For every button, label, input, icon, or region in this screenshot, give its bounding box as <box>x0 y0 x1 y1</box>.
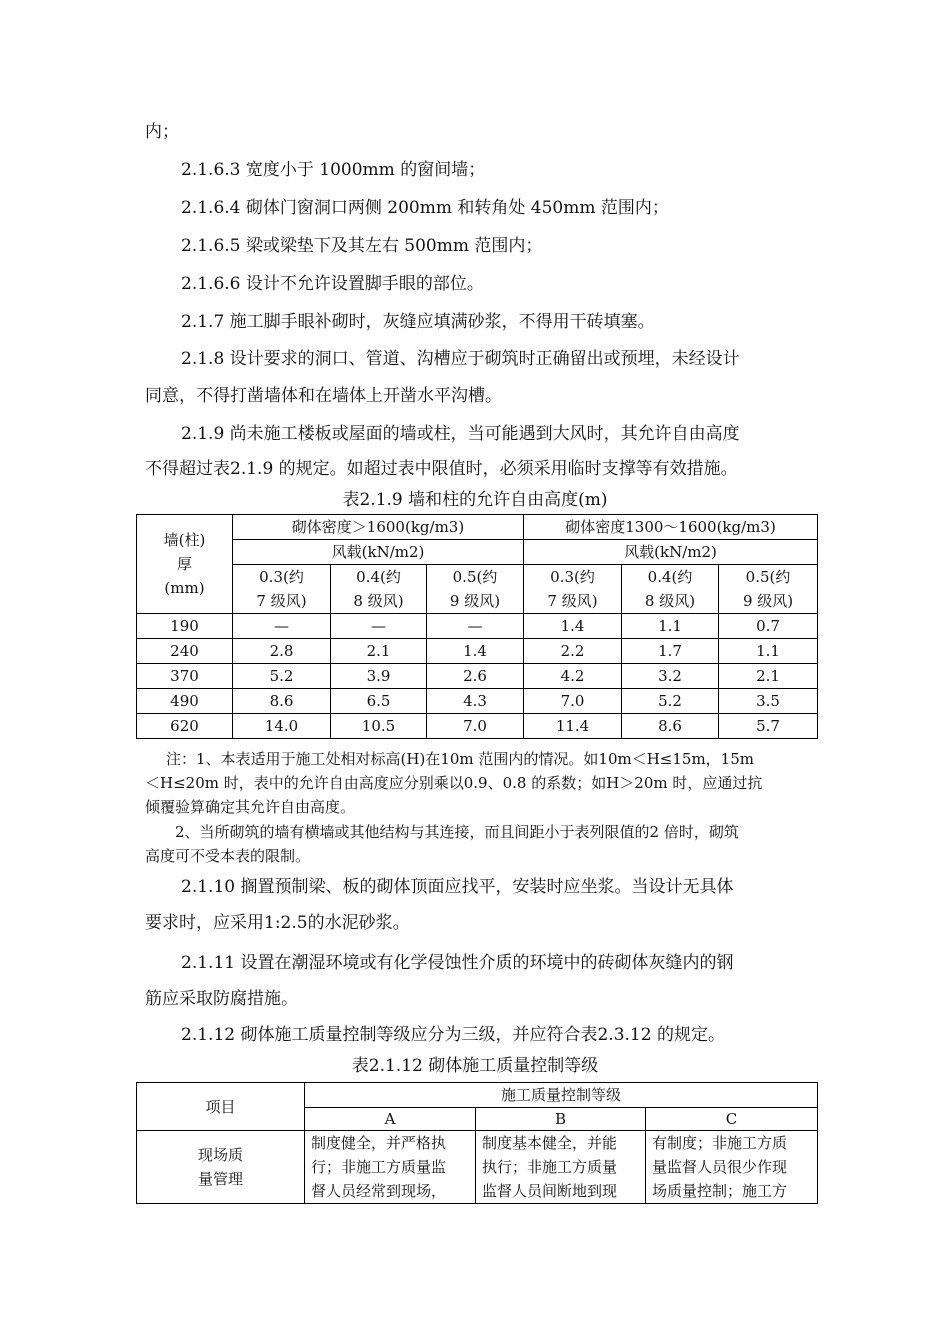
sub-header-line1: 0.4(约 <box>647 568 693 586</box>
table-row <box>137 689 818 714</box>
item-header: 项目 <box>137 1083 305 1131</box>
clause-2-1-6-3: 2.1.6.3 宽度小于 1000mm 的窗间墙； <box>181 160 486 180</box>
table-row <box>137 614 818 639</box>
value-cell: 4.2 <box>524 664 622 689</box>
corner-header-line2: 厚 <box>176 555 192 573</box>
sub-header <box>233 565 331 614</box>
clause-2-1-8-line2: 同意，不得打凿墙体和在墙体上开凿水平沟槽。 <box>145 386 502 406</box>
cell-line: 执行；非施工方质量 <box>482 1158 618 1176</box>
value-cell: 2.2 <box>524 639 622 664</box>
clause-2-1-6-4: 2.1.6.4 砌体门窗洞口两侧 200mm 和转角处 450mm 范围内； <box>181 198 669 218</box>
item-label-line1: 现场质 <box>197 1146 243 1164</box>
clause-2-1-7: 2.1.7 施工脚手眼补砌时，灰缝应填满砂浆，不得用干砖填塞。 <box>181 312 655 332</box>
sub-header-line1: 0.3(约 <box>550 568 595 586</box>
value-cell: — <box>427 614 524 639</box>
level-b-cell <box>476 1131 646 1204</box>
clause-2-1-9-line2: 不得超过表2.1.9 的规定。如超过表中限值时，必须采用临时支撑等有效措施。 <box>145 459 738 479</box>
cell-line: 监督人员间断地到现 <box>482 1182 618 1200</box>
cell-line: 制度基本健全，并能 <box>482 1134 618 1152</box>
corner-header <box>137 515 233 614</box>
sub-header-line1: 0.4(约 <box>356 568 401 586</box>
sub-header-line2: 9 级风) <box>449 592 501 610</box>
clause-2-1-11-line2: 筋应采取防腐措施。 <box>145 989 298 1009</box>
cell-line: 制度健全，并严格执 <box>311 1134 447 1152</box>
thickness-cell: 240 <box>137 639 233 664</box>
thickness-cell: 620 <box>137 714 233 739</box>
free-height-table <box>136 514 818 739</box>
sub-header-line2: 7 级风) <box>547 592 598 610</box>
value-cell: 0.7 <box>719 614 818 639</box>
value-cell: 2.1 <box>331 639 427 664</box>
level-b-header: B <box>476 1108 646 1131</box>
clause-2-1-11-line1: 2.1.11 设置在潮湿环境或有化学侵蚀性介质的环境中的砖砌体灰缝内的钢 <box>181 953 734 973</box>
table1-note1-line3: 倾覆验算确定其允许自由高度。 <box>145 798 356 816</box>
corner-header-line3: (mm) <box>164 579 205 597</box>
paragraph-continuation: 内； <box>145 122 179 142</box>
item-label-cell <box>137 1131 305 1204</box>
item-label-line2: 量管理 <box>197 1170 243 1188</box>
cell-line: 督人员经常到现场， <box>311 1182 447 1200</box>
quality-level-header: 施工质量控制等级 <box>305 1083 818 1108</box>
sub-header-line2: 8 级风) <box>353 592 404 610</box>
value-cell: 3.5 <box>719 689 818 714</box>
value-cell: 4.3 <box>427 689 524 714</box>
clause-2-1-12: 2.1.12 砌体施工质量控制等级应分为三级，并应符合表2.3.12 的规定。 <box>181 1025 725 1045</box>
table-row <box>137 714 818 739</box>
table1-note1-line2: ＜H≤20m 时，表中的允许自由高度应分别乘以0.9、0.8 的系数；如H＞20m 时，应通过抗 <box>145 774 763 792</box>
clause-2-1-6-6: 2.1.6.6 设计不允许设置脚手眼的部位。 <box>181 274 484 294</box>
density-header-mid: 砌体密度1300～1600(kg/m3) <box>524 515 818 540</box>
sub-header-line1: 0.5(约 <box>745 568 791 586</box>
sub-header <box>427 565 524 614</box>
sub-header-line2: 8 级风) <box>644 592 696 610</box>
value-cell: 14.0 <box>233 714 331 739</box>
clause-2-1-10-line2: 要求时，应采用1:2.5的水泥砂浆。 <box>145 913 410 933</box>
sub-header <box>622 565 719 614</box>
corner-header-line1: 墙(柱) <box>163 531 206 549</box>
thickness-cell: 370 <box>137 664 233 689</box>
value-cell: 8.6 <box>622 714 719 739</box>
clause-2-1-6-5: 2.1.6.5 梁或梁垫下及其左右 500mm 范围内； <box>181 236 543 256</box>
level-c-header: C <box>646 1108 818 1131</box>
density-header-high: 砌体密度＞1600(kg/m3) <box>233 515 524 540</box>
clause-2-1-9-line1: 2.1.9 尚未施工楼板或屋面的墙或柱，当可能遇到大风时，其允许自由高度 <box>181 424 740 444</box>
value-cell: 2.1 <box>719 664 818 689</box>
sub-header-line2: 9 级风) <box>742 592 794 610</box>
sub-header-line1: 0.5(约 <box>452 568 498 586</box>
wind-load-header-high: 风载(kN/m2) <box>233 540 524 565</box>
level-a-cell <box>305 1131 476 1204</box>
sub-header-line2: 7 级风) <box>256 592 307 610</box>
value-cell: 5.7 <box>719 714 818 739</box>
thickness-cell: 190 <box>137 614 233 639</box>
sub-header <box>331 565 427 614</box>
sub-header-line1: 0.3(约 <box>259 568 304 586</box>
value-cell: 10.5 <box>331 714 427 739</box>
value-cell: 1.4 <box>427 639 524 664</box>
quality-control-table <box>136 1082 818 1204</box>
value-cell: 2.8 <box>233 639 331 664</box>
value-cell: 7.0 <box>524 689 622 714</box>
value-cell: — <box>233 614 331 639</box>
value-cell: 1.7 <box>622 639 719 664</box>
value-cell: 5.2 <box>622 689 719 714</box>
wind-load-header-mid: 风载(kN/m2) <box>524 540 818 565</box>
table1-note2-line2: 高度可不受本表的限制。 <box>145 847 311 865</box>
table2-caption: 表2.1.12 砌体施工质量控制等级 <box>351 1056 599 1076</box>
value-cell: 6.5 <box>331 689 427 714</box>
clause-2-1-10-line1: 2.1.10 搁置预制梁、板的砌体顶面应找平，安装时应坐浆。当设计无具体 <box>181 877 734 897</box>
cell-line: 场质量控制；施工方 <box>652 1182 788 1200</box>
table1-note1-line1: 注：1、本表适用于施工处相对标高(H)在10m 范围内的情况。如10m＜H≤15m，15m <box>166 750 754 768</box>
clause-2-1-8-line1: 2.1.8 设计要求的洞口、管道、沟槽应于砌筑时正确留出或预埋，未经设计 <box>181 349 740 369</box>
sub-header <box>719 565 818 614</box>
value-cell: 7.0 <box>427 714 524 739</box>
table1-caption: 表2.1.9 墙和柱的允许自由高度(m) <box>342 490 608 510</box>
value-cell: 3.2 <box>622 664 719 689</box>
value-cell: 3.9 <box>331 664 427 689</box>
level-c-cell <box>646 1131 818 1204</box>
value-cell: — <box>331 614 427 639</box>
value-cell: 8.6 <box>233 689 331 714</box>
value-cell: 1.1 <box>719 639 818 664</box>
cell-line: 行；非施工方质量监 <box>311 1158 447 1176</box>
level-a-header: A <box>305 1108 476 1131</box>
table1-note2-line1: 2、当所砌筑的墙有横墙或其他结构与其连接，而且间距小于表列限值的2 倍时，砌筑 <box>175 823 739 841</box>
value-cell: 1.1 <box>622 614 719 639</box>
value-cell: 11.4 <box>524 714 622 739</box>
cell-line: 有制度；非施工方质 <box>652 1134 788 1152</box>
thickness-cell: 490 <box>137 689 233 714</box>
cell-line: 量监督人员很少作现 <box>652 1158 788 1176</box>
table-row <box>137 664 818 689</box>
table-row <box>137 1131 818 1204</box>
value-cell: 2.6 <box>427 664 524 689</box>
sub-header <box>524 565 622 614</box>
table-row <box>137 639 818 664</box>
value-cell: 5.2 <box>233 664 331 689</box>
value-cell: 1.4 <box>524 614 622 639</box>
